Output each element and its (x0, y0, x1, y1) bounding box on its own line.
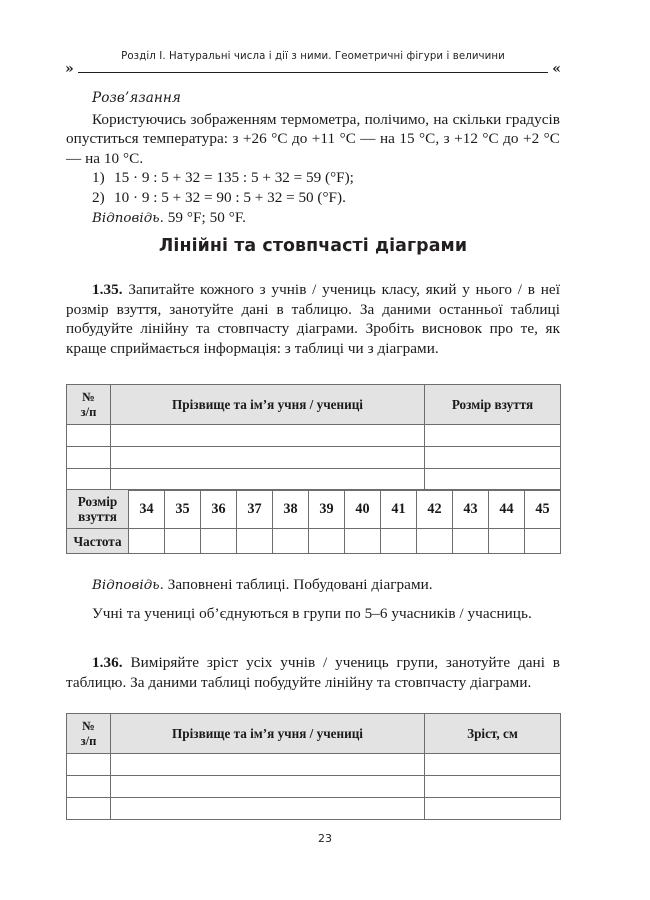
step-text: 15 · 9 : 5 + 32 = 135 : 5 + 32 = 59 (°F); (114, 169, 354, 187)
column-header-height: Зріст, см (425, 714, 561, 754)
exercise-text: Запитайте кожного з учнів / учениць класу, який у нього / в неї розмір взуття, занотуйте дані в таблицю. За даними останньої таблиці побудуйте лінійну та стовпчасту діаграми. Зробіть висновок про те, як краще сприймається інформація: з таблиці чи з діаграми. (66, 281, 560, 357)
row-label-frequency: Частота (67, 529, 129, 554)
size-cell: 34 (129, 490, 165, 529)
size-cell: 44 (489, 490, 525, 529)
frequency-cell[interactable] (381, 529, 417, 554)
solution-body: Користуючись зображенням термометра, полічимо, на скільки градусів опуститься температура: з +26 °C до +11 °C — на 15 °C, з +12 °C до +2 °C — на 10 °C. (66, 110, 560, 167)
cell-number[interactable] (67, 469, 111, 491)
solution-label-text: Розв’язання (92, 90, 181, 106)
frequency-cell[interactable] (129, 529, 165, 554)
table-height-roster-wrap (66, 713, 561, 820)
running-head-title: Розділ I. Натуральні числа і дії з ними. Геометричні фігури і величини (121, 51, 505, 62)
row-label-line1: Розмір (77, 494, 118, 509)
answer-label: Відповідь. (92, 210, 164, 226)
section-title: Лінійні та стовпчасті діаграми (158, 236, 468, 256)
answer-value: 59 °F; 50 °F. (167, 208, 247, 226)
solution-steps (66, 168, 560, 208)
header-no-line1: № (82, 390, 95, 404)
table-header-row (67, 714, 561, 754)
cell-shoe-size[interactable] (425, 425, 561, 447)
frequency-cell[interactable] (237, 529, 273, 554)
header-no-line2: з/п (80, 733, 97, 748)
column-header-number (67, 385, 111, 425)
table-row (67, 447, 561, 469)
cell-number[interactable] (67, 754, 111, 776)
cell-number[interactable] (67, 425, 111, 447)
ornament-left-icon: » (65, 61, 74, 77)
frequency-cell[interactable] (201, 529, 237, 554)
frequency-cell[interactable] (165, 529, 201, 554)
cell-name[interactable] (111, 469, 425, 491)
running-head (66, 50, 560, 79)
ornament-right-icon: « (552, 61, 561, 77)
frequency-cell[interactable] (453, 529, 489, 554)
table-row (67, 425, 561, 447)
group-note: Учні та учениці об’єднуються в групи по 5–6 учасників / учасниць. (92, 605, 532, 622)
page-content (66, 88, 560, 748)
frequency-count-row (67, 529, 561, 554)
answer-text: Заповнені таблиці. Побудовані діаграми. (167, 576, 433, 593)
exercise-1-35 (66, 280, 560, 358)
column-header-number (67, 714, 111, 754)
table-height-roster (66, 713, 561, 820)
size-cell: 39 (309, 490, 345, 529)
solution-step (66, 168, 560, 188)
column-header-name: Прізвище та ім’я учня / учениці (111, 714, 425, 754)
solution-step (66, 188, 560, 208)
cell-shoe-size[interactable] (425, 469, 561, 491)
step-marker: 1) (92, 169, 105, 187)
exercise-1-36 (66, 653, 560, 692)
frequency-cell[interactable] (273, 529, 309, 554)
solution-label (66, 88, 560, 109)
table-row (67, 776, 561, 798)
running-head-rule (65, 61, 561, 79)
page-number: 23 (318, 832, 332, 845)
table-row (67, 754, 561, 776)
cell-height[interactable] (425, 754, 561, 776)
frequency-cell[interactable] (525, 529, 561, 554)
size-cell: 41 (381, 490, 417, 529)
cell-height[interactable] (425, 776, 561, 798)
answer-label: Відповідь. (92, 578, 164, 593)
step-marker: 2) (92, 189, 105, 207)
solution-answer (66, 208, 560, 229)
column-header-shoe-size: Розмір взуття (425, 385, 561, 425)
cell-number[interactable] (67, 776, 111, 798)
cell-number[interactable] (67, 447, 111, 469)
cell-name[interactable] (111, 754, 425, 776)
table-row (67, 798, 561, 820)
size-cell: 45 (525, 490, 561, 529)
cell-name[interactable] (111, 798, 425, 820)
table-frequency (66, 489, 561, 554)
header-no-line1: № (82, 719, 95, 733)
frequency-size-row (67, 490, 561, 529)
frequency-cell[interactable] (489, 529, 525, 554)
size-cell: 43 (453, 490, 489, 529)
table-header-row (67, 385, 561, 425)
table-row (67, 469, 561, 491)
size-cell: 35 (165, 490, 201, 529)
frequency-cell[interactable] (309, 529, 345, 554)
size-cell: 36 (201, 490, 237, 529)
step-text: 10 · 9 : 5 + 32 = 90 : 5 + 32 = 50 (°F). (114, 189, 346, 207)
size-cell: 37 (237, 490, 273, 529)
table-shoe-roster-wrap (66, 384, 561, 491)
frequency-cell[interactable] (345, 529, 381, 554)
cell-height[interactable] (425, 798, 561, 820)
exercise-number: 1.35. (92, 281, 123, 298)
cell-name[interactable] (111, 425, 425, 447)
table-frequency-wrap (66, 489, 561, 554)
exercise-number: 1.36. (92, 654, 123, 671)
size-cell: 42 (417, 490, 453, 529)
column-header-name: Прізвище та ім’я учня / учениці (111, 385, 425, 425)
row-label-line2: взуття (78, 509, 117, 524)
cell-shoe-size[interactable] (425, 447, 561, 469)
cell-name[interactable] (111, 447, 425, 469)
answer-1-35 (66, 575, 560, 596)
row-label-shoe-size (67, 490, 129, 529)
header-no-line2: з/п (80, 404, 97, 419)
header-divider (78, 72, 548, 73)
exercise-text: Виміряйте зріст усіх учнів / учениць групи, занотуйте дані в таблицю. За даними таблиці побудуйте лінійну та стовпчасту діаграми. (66, 654, 560, 691)
frequency-cell[interactable] (417, 529, 453, 554)
size-cell: 38 (273, 490, 309, 529)
table-shoe-roster (66, 384, 561, 491)
size-cell: 40 (345, 490, 381, 529)
cell-name[interactable] (111, 776, 425, 798)
cell-number[interactable] (67, 798, 111, 820)
